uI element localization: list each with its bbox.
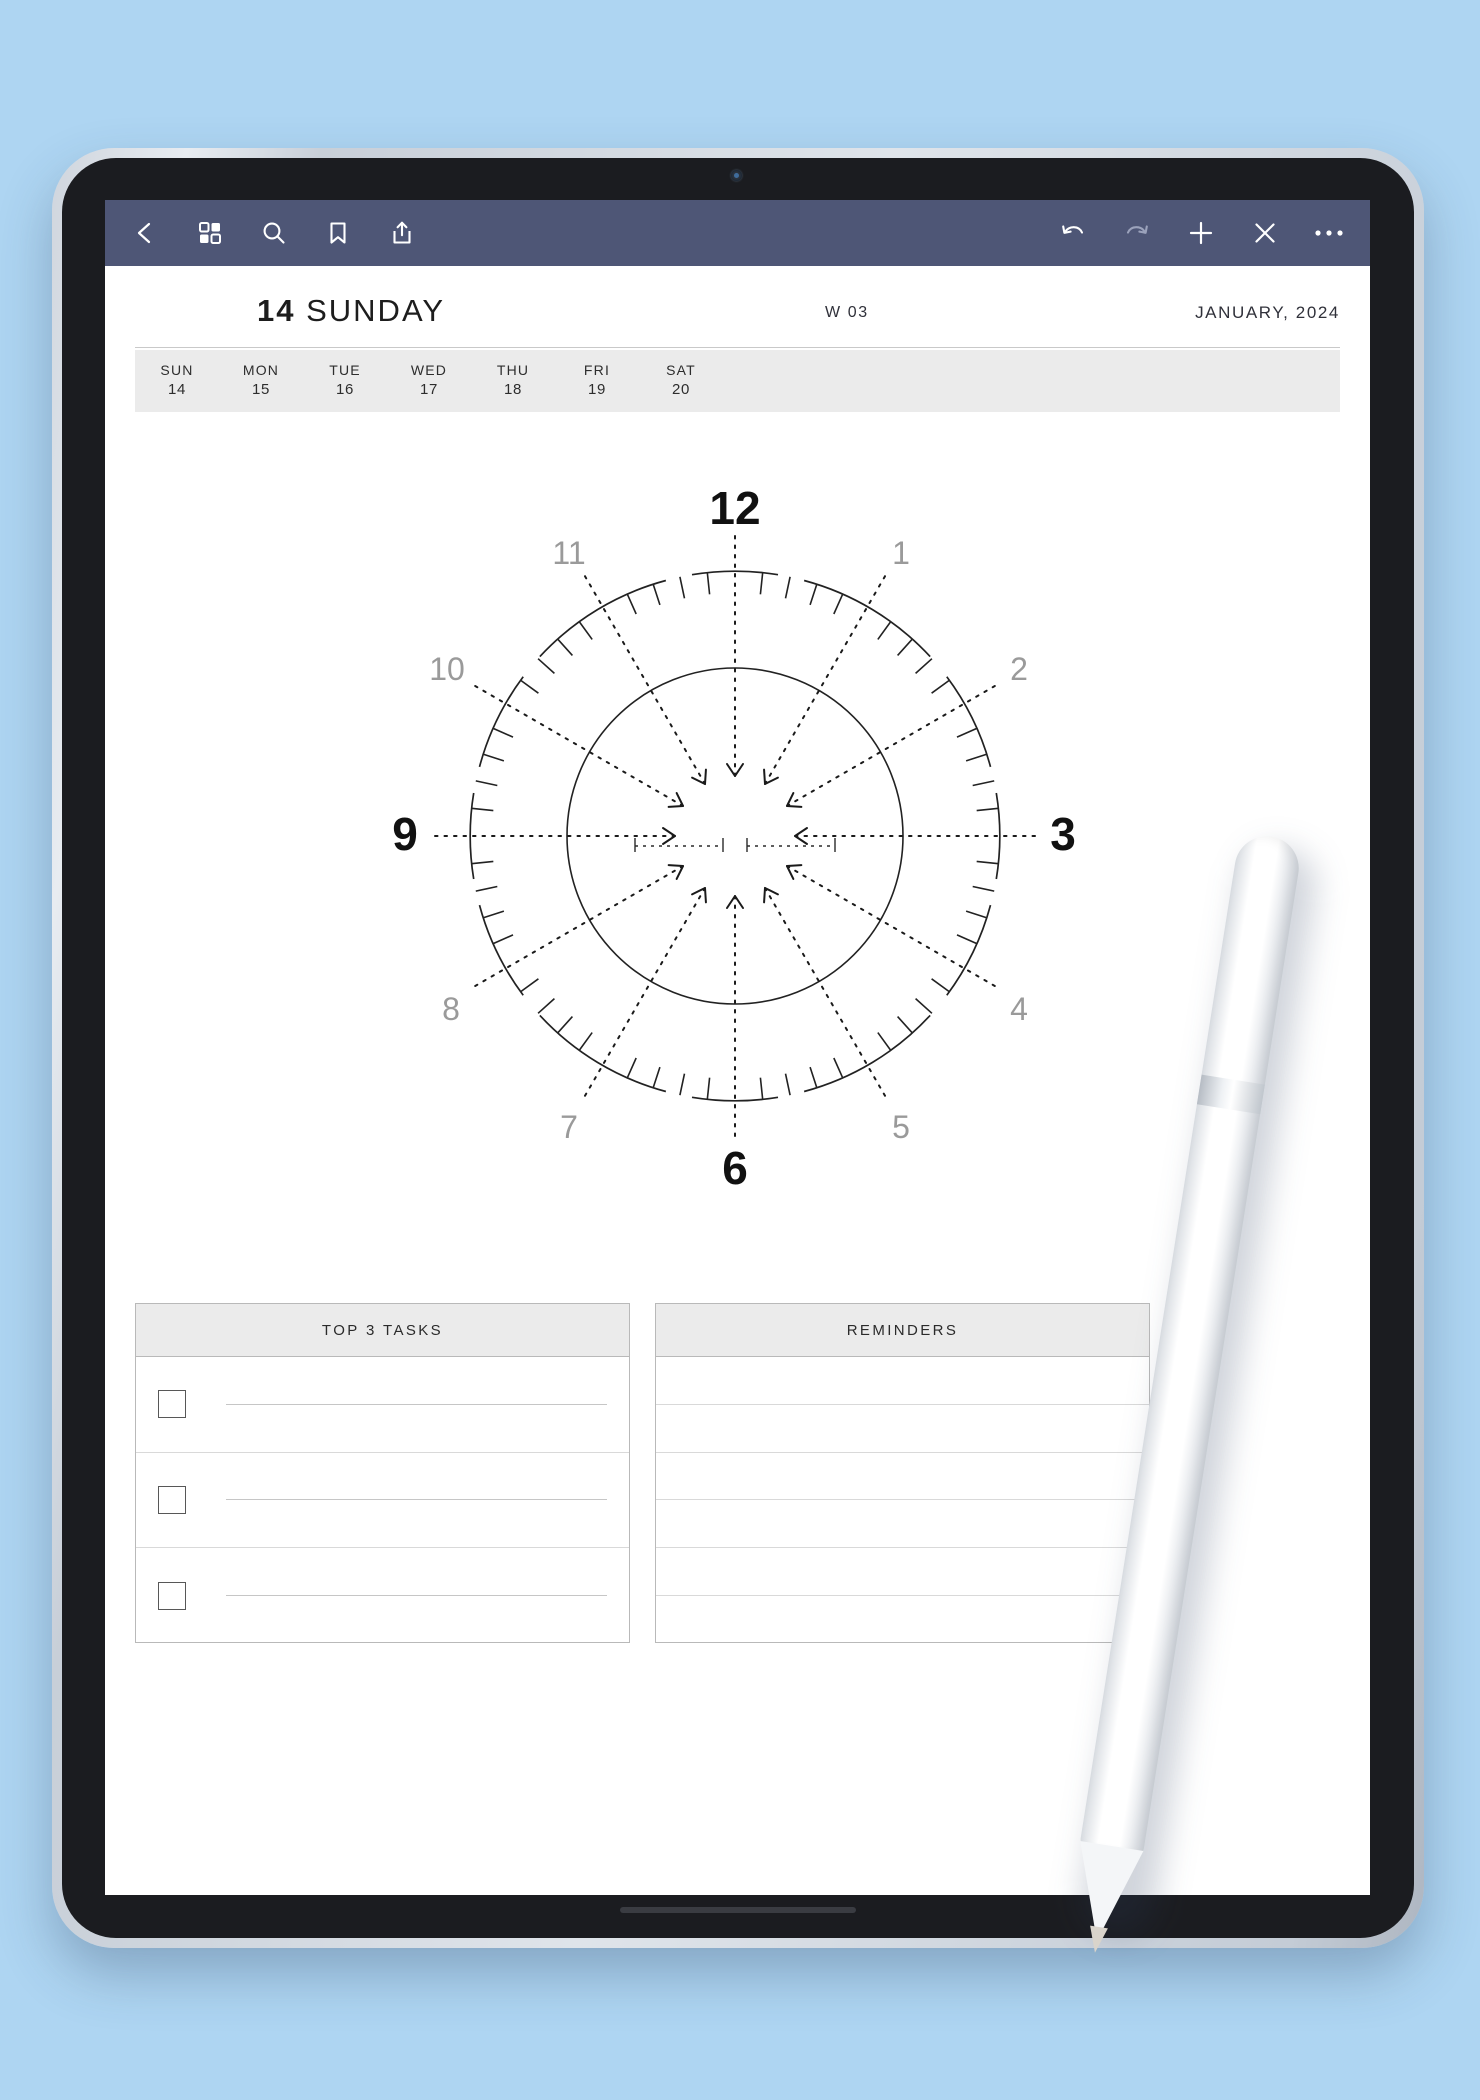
reminder-row[interactable]: [656, 1357, 1149, 1405]
day-name: SUNDAY: [306, 293, 446, 328]
reminders-panel: [655, 1303, 1150, 1643]
week-day-number: 19: [588, 381, 606, 399]
task-write-line: [226, 1499, 607, 1500]
clock-spokes: [435, 536, 1035, 1136]
week-day-wed[interactable]: [387, 361, 471, 400]
task-row[interactable]: [136, 1453, 629, 1549]
clock-label-1: 1: [892, 535, 910, 571]
week-day-number: 14: [168, 381, 186, 399]
task-write-line: [226, 1404, 607, 1405]
undo-button[interactable]: [1054, 214, 1092, 252]
page-header: [135, 290, 1340, 348]
reminder-row[interactable]: [656, 1596, 1149, 1644]
clock-label-3: 3: [1050, 808, 1076, 860]
week-day-sun[interactable]: [135, 361, 219, 400]
month-label: JANUARY, 2024: [1195, 303, 1340, 322]
week-day-name: TUE: [329, 362, 361, 379]
reminder-row[interactable]: [656, 1548, 1149, 1596]
week-day-number: 15: [252, 381, 270, 399]
clock-label-4: 4: [1010, 991, 1028, 1027]
week-day-number: 20: [672, 381, 690, 399]
bookmark-button[interactable]: [319, 214, 357, 252]
search-button[interactable]: [255, 214, 293, 252]
toolbar-left-group: [127, 214, 421, 252]
page-title: [257, 293, 445, 329]
clock-label-8: 8: [442, 991, 460, 1027]
home-indicator: [620, 1907, 856, 1913]
redo-button[interactable]: [1118, 214, 1156, 252]
reminder-row[interactable]: [656, 1453, 1149, 1501]
clock-label-12: 12: [709, 482, 761, 534]
week-day-name: FRI: [583, 362, 611, 379]
back-button[interactable]: [127, 214, 165, 252]
share-icon: [389, 220, 415, 246]
task-checkbox[interactable]: [158, 1582, 186, 1610]
week-day-number: 17: [420, 381, 438, 399]
task-write-line: [226, 1595, 607, 1596]
bookmark-icon: [325, 220, 351, 246]
task-row[interactable]: [136, 1357, 629, 1453]
week-day-number: 16: [336, 381, 354, 399]
toolbar-right-group: [1054, 214, 1348, 252]
week-day-mon[interactable]: [219, 361, 303, 400]
clock-arrowheads: [663, 764, 807, 908]
add-button[interactable]: [1182, 214, 1220, 252]
clock-label-6: 6: [722, 1142, 748, 1194]
clock-label-2: 2: [1010, 651, 1028, 687]
search-icon: [261, 220, 287, 246]
more-horizontal-icon: [1314, 228, 1344, 238]
grid-view-button[interactable]: [191, 214, 229, 252]
plus-icon: [1187, 219, 1215, 247]
reminder-row[interactable]: [656, 1405, 1149, 1453]
week-day-name: WED: [410, 362, 448, 379]
week-day-fri[interactable]: [555, 361, 639, 400]
top-tasks-panel: [135, 1303, 630, 1643]
day-number: 14: [257, 293, 296, 328]
week-day-thu[interactable]: [471, 361, 555, 400]
planner-page: [105, 266, 1370, 1895]
clock-label-7: 7: [560, 1109, 578, 1145]
app-toolbar: [105, 200, 1370, 266]
reminders-title: REMINDERS: [656, 1304, 1149, 1357]
week-day-name: SAT: [666, 362, 696, 379]
daily-clock-planner[interactable]: [295, 436, 1175, 1236]
week-day-tue[interactable]: [303, 361, 387, 400]
week-label: W 03: [825, 304, 869, 321]
top-tasks-title: TOP 3 TASKS: [136, 1304, 629, 1357]
week-day-sat[interactable]: [639, 361, 723, 400]
clock-center-brackets: [635, 838, 835, 852]
close-icon: [1251, 219, 1279, 247]
week-day-name: MON: [242, 362, 280, 379]
chevron-left-icon: [133, 220, 159, 246]
close-button[interactable]: [1246, 214, 1284, 252]
share-button[interactable]: [383, 214, 421, 252]
clock-label-5: 5: [892, 1109, 910, 1145]
redo-icon: [1123, 220, 1151, 246]
week-day-name: SUN: [160, 362, 194, 379]
tablet-screen: [105, 200, 1370, 1895]
week-day-number: 18: [504, 381, 522, 399]
front-camera-icon: [731, 170, 742, 181]
clock-svg: [295, 436, 1175, 1236]
reminder-row[interactable]: [656, 1500, 1149, 1548]
task-checkbox[interactable]: [158, 1390, 186, 1418]
clock-label-9: 9: [392, 808, 418, 860]
week-day-name: THU: [496, 362, 530, 379]
more-button[interactable]: [1310, 214, 1348, 252]
task-row[interactable]: [136, 1548, 629, 1644]
clock-label-11: 11: [552, 535, 586, 571]
week-strip: [135, 350, 1340, 412]
undo-icon: [1059, 220, 1087, 246]
grid-icon: [197, 220, 223, 246]
task-checkbox[interactable]: [158, 1486, 186, 1514]
clock-label-10: 10: [429, 651, 465, 687]
